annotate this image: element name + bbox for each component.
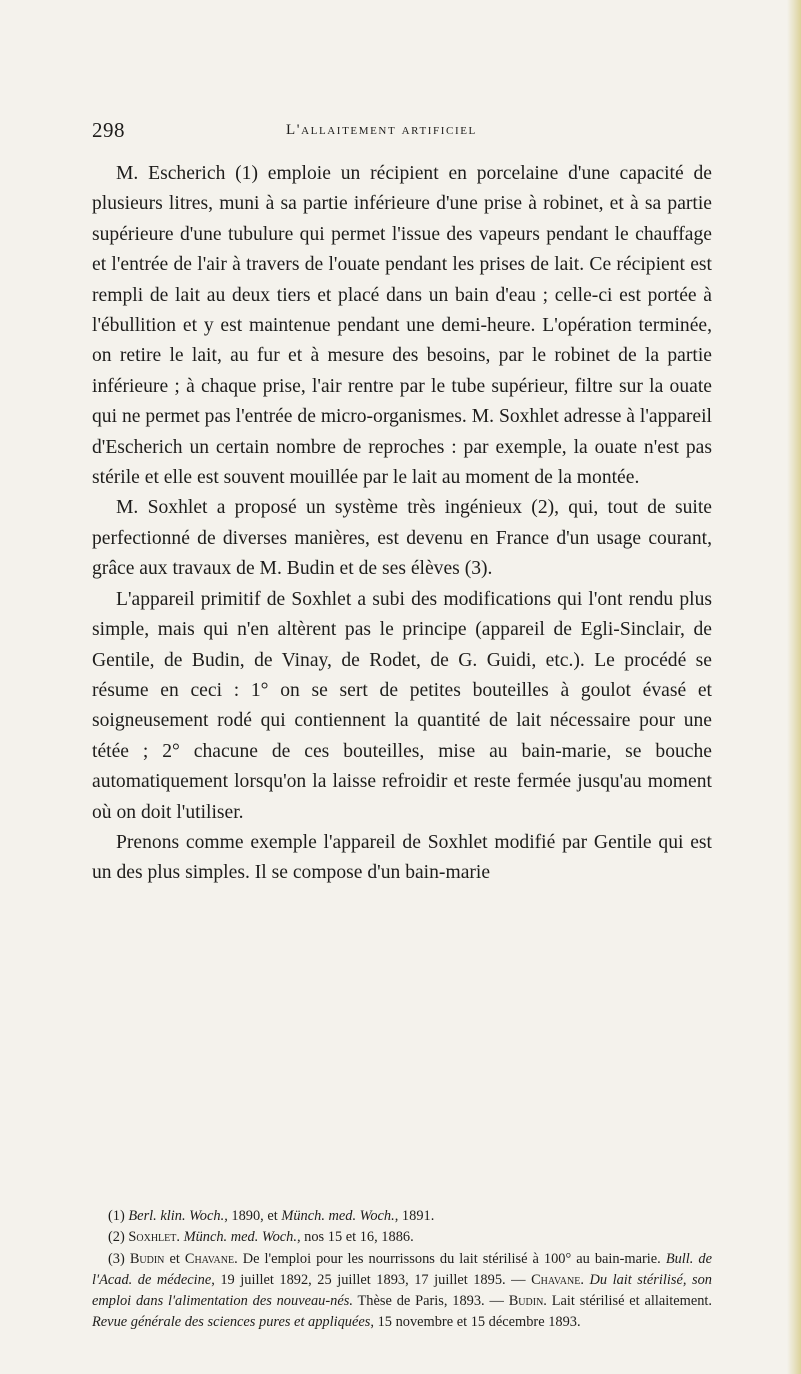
footnote-3-author-chavane: Chavane. [184,1250,238,1267]
footnote-1-year-1890: , 1890, et [224,1208,278,1224]
footnote-3 [92,1249,712,1334]
footnote-1-journal-munch: Münch. med. Woch. [281,1208,395,1224]
paragraph-soxhlet-system: M. Soxhlet a proposé un système très ingénieux (2), qui, tout de suite perfectionné de diverses manières, est devenu en France d'un usage courant, grâce aux travaux de M. Budin et de ses élèves (3). [92,497,712,580]
page-edge-shadow [787,0,801,1374]
footnote-1-number: (1) [108,1208,125,1224]
footnote-2-journal: Münch. med. Woch. [183,1229,297,1246]
footnote-1 [92,1206,712,1227]
footnote-3-journal-bull: Bull. de l'Acad. de médecine [92,1250,712,1288]
footnote-3-and: et [169,1250,180,1267]
footnote-1-journal-berl: Berl. klin. Woch. [128,1208,225,1224]
footnote-3-thesis-title: Du lait stérilisé, son emploi dans l'alimentation des nouveau-nés. [92,1271,712,1310]
footnote-3-article-title-2: Lait stérilisé et allaitement. [551,1293,713,1310]
footnote-2-author: Soxhlet. [128,1229,180,1246]
footnote-3-journal-revue: Revue générale des sciences pures et appliquées [92,1314,371,1331]
footnote-1-year-1891: , 1891. [394,1208,435,1224]
footnote-3-dates-2: , 15 novembre et 15 décembre 1893. [370,1314,581,1331]
footnote-3-author-budin-2: Budin. [508,1293,547,1310]
footnote-3-thesis-info: Thèse de Paris, 1893. — [357,1293,504,1310]
paragraph-escherich: M. Escherich (1) emploie un récipient en porcelaine d'une capacité de plusieurs litres, muni à sa partie inférieure d'une prise à robinet, et à sa partie supérieure d'une tubulure qui permet l'issue des vapeurs pendant le chauffage et l'entrée de l'air à travers de l'ouate pendant les prises de lait. Ce récipient est rempli de lait au deux tiers et placé dans un bain d'eau ; celle-ci est portée à l'ébullition et y est maintenue pendant une demi-heure. L'opération terminée, on retire le lait, au fur et à mesure des besoins, par le robinet de la partie inférieure ; à chaque prise, l'air rentre par le tube supérieur, filtre sur la ouate qui ne permet pas l'entrée de micro-organismes. M. Soxhlet adresse à l'appareil d'Escherich un certain nombre de reproches : par exemple, la ouate n'est pas stérile et elle est souvent mouillée par le lait au moment de la montée. [92,163,712,489]
footnote-2-number: (2) [108,1229,125,1246]
running-title: l'allaitement artificiel [286,122,477,138]
main-text [92,159,712,889]
paragraph-gentile-example: Prenons comme exemple l'appareil de Soxhlet modifié par Gentile qui est un des plus simples. Il se compose d'un bain-marie [92,831,712,884]
footnotes [92,1206,712,1334]
page-header [0,118,801,148]
footnote-3-author-budin: Budin [129,1250,165,1267]
footnote-3-article-title: De l'emploi pour les nourrissons du lait stérilisé à 100° au bain-marie. [242,1250,661,1267]
paragraph-modifications: L'appareil primitif de Soxhlet a subi des modifications qui l'ont rendu plus simple, mais qui n'en altèrent pas le principe (appareil de Egli-Sinclair, de Gentile, de Budin, de Vinay, de Rodet, de G. Guidi, etc.). Le procédé se résume en ceci : 1° on se sert de petites bouteilles à goulot évasé et soigneusement rodé qui contiennent la quantité de lait nécessaire pour une tétée ; 2° chacune de ces bouteilles, mise au bain-marie, se bouche automatiquement lorsqu'on la laisse refroidir et reste fermée jusqu'au moment où on doit l'utiliser. [92,588,712,823]
footnote-3-dates: , 19 juillet 1892, 25 juillet 1893, 17 juillet 1895. — [211,1271,526,1288]
footnote-3-author-chavane-2: Chavane. [531,1271,584,1288]
footnote-2 [92,1227,712,1248]
page-number: 298 [92,118,125,142]
footnote-2-issue: , nos 15 et 16, 1886. [296,1229,414,1246]
footnote-3-number: (3) [108,1250,125,1267]
